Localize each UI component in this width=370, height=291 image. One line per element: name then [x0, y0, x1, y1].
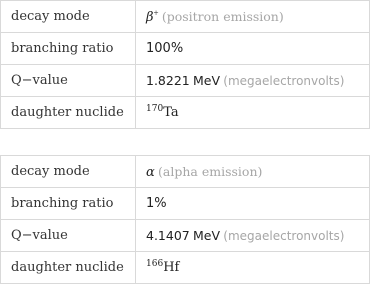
daughter-element: Ta — [163, 105, 179, 120]
decay-table-positron — [0, 0, 370, 129]
daughter-nuclide-value — [136, 97, 370, 129]
branching-ratio-label: branching ratio — [1, 33, 136, 65]
decay-table-alpha — [0, 155, 370, 284]
branching-ratio-value: 1% — [136, 188, 370, 220]
q-value-label: Q−value — [1, 65, 136, 97]
decay-mode-symbol: β — [146, 9, 154, 25]
branching-ratio-label: branching ratio — [1, 188, 136, 220]
decay-mode-symbol-superscript: + — [153, 7, 159, 18]
decay-mode-label: decay mode — [1, 156, 136, 188]
table-row-decay-mode — [1, 1, 370, 33]
daughter-mass-number: 170 — [146, 104, 164, 114]
branching-ratio-value: 100% — [136, 33, 370, 65]
daughter-element: Hf — [163, 260, 180, 275]
table-row-q-value — [1, 220, 370, 252]
daughter-mass-number: 166 — [146, 259, 164, 269]
q-value-value — [136, 65, 370, 97]
q-value-label: Q−value — [1, 220, 136, 252]
decay-mode-note: (positron emission) — [161, 8, 284, 24]
table-row-branching-ratio — [1, 33, 370, 65]
q-value-note: (megaelectronvolts) — [223, 228, 345, 243]
q-value-number: 4.1407 — [146, 227, 190, 243]
table-row-decay-mode — [1, 156, 370, 188]
decay-mode-label: decay mode — [1, 1, 136, 33]
daughter-nuclide-value — [136, 252, 370, 284]
table-row-daughter-nuclide — [1, 97, 370, 129]
q-value-unit: MeV — [193, 72, 221, 88]
q-value-note: (megaelectronvolts) — [223, 73, 345, 88]
table-row-q-value — [1, 65, 370, 97]
daughter-nuclide-label: daughter nuclide — [1, 97, 136, 129]
decay-mode-value — [136, 156, 370, 188]
q-value-value — [136, 220, 370, 252]
decay-mode-note: (alpha emission) — [158, 163, 263, 179]
q-value-number: 1.8221 — [146, 72, 190, 88]
decay-mode-value — [136, 1, 370, 33]
table-row-daughter-nuclide — [1, 252, 370, 284]
table-row-branching-ratio — [1, 188, 370, 220]
decay-mode-symbol: α — [146, 164, 155, 180]
q-value-unit: MeV — [193, 227, 221, 243]
daughter-nuclide-label: daughter nuclide — [1, 252, 136, 284]
